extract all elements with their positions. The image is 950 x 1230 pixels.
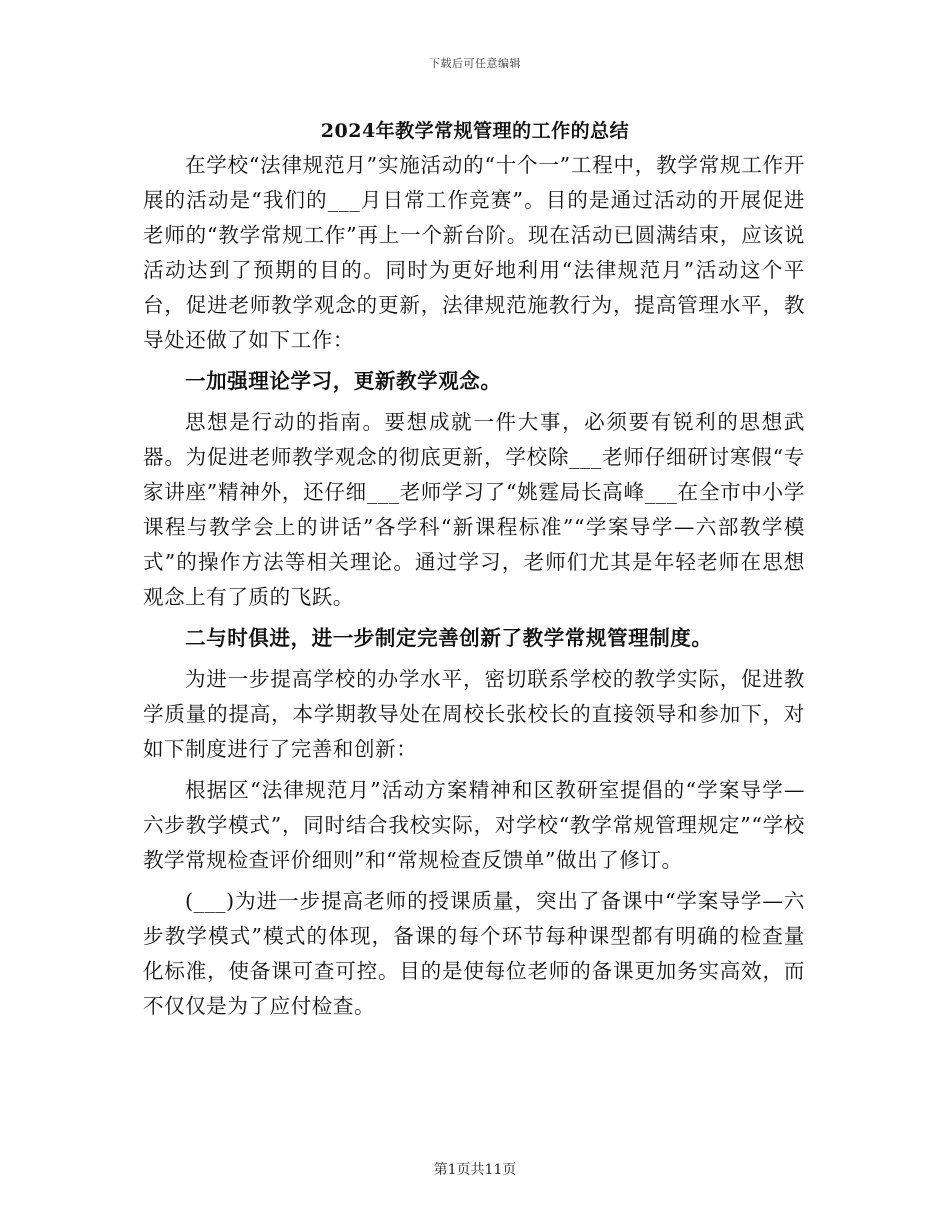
paragraph-lesson-quality: (___)为进一步提高老师的授课质量，突出了备课中“学案导学—六步教学模式”模式的体现，备课的每个环节每种课型都有明确的检查量化标准，使备课可查可控。目的是使每位老师的备课更加务实高效，而不仅仅是为了应付检查。 (143, 889, 805, 1018)
section-heading-1: 一加强理论学习，更新教学观念。 (185, 369, 502, 393)
document-body (143, 148, 805, 1030)
section-heading-2: 二与时俱进，进一步制定完善创新了教学常规管理制度。 (185, 626, 713, 650)
paragraph-intro: 在学校“法律规范月”实施活动的“十个一”工程中，教学常规工作开展的活动是“我们的___月日常工作竞赛”。目的是通过活动的开展促进老师的“教学常规工作”再上一个新台阶。现在活动已圆满结束，应该说活动达到了预期的目的。同时为更好地利用“法律规范月”活动这个平台，促进老师教学观念的更新，法律规范施教行为，提高管理水平，教导处还做了如下工作： (143, 153, 805, 352)
paragraph-theory: 思想是行动的指南。要想成就一件大事，必须要有锐利的思想武器。为促进老师教学观念的彻底更新，学校除___老师仔细研讨寒假“专家讲座”精神外，还仔细___老师学习了“姚霆局长高峰___在全市中小学课程与教学会上的讲话”各学科“新课程标准”“学案导学—六部教学模式”的操作方法等相关理论。通过学习，老师们尤其是年轻老师在思想观念上有了质的飞跃。 (143, 410, 805, 609)
paragraph-system: 为进一步提高学校的办学水平，密切联系学校的教学实际，促进教学质量的提高，本学期教导处在周校长张校长的直接领导和参加下，对如下制度进行了完善和创新： (143, 667, 805, 761)
document-title: 2024年教学常规管理的工作的总结 (320, 120, 630, 142)
header-note: 下载后可任意编辑 (429, 57, 521, 70)
paragraph-revision: 根据区“法律规范月”活动方案精神和区教研室提倡的“学案导学—六步教学模式”，同时结合我校实际，对学校“教学常规管理规定”“学校教学常规检查评价细则”和“常规检查反馈单”做出了修订。 (143, 778, 805, 872)
page-number-footer: 第1页共11页 (433, 1162, 517, 1178)
